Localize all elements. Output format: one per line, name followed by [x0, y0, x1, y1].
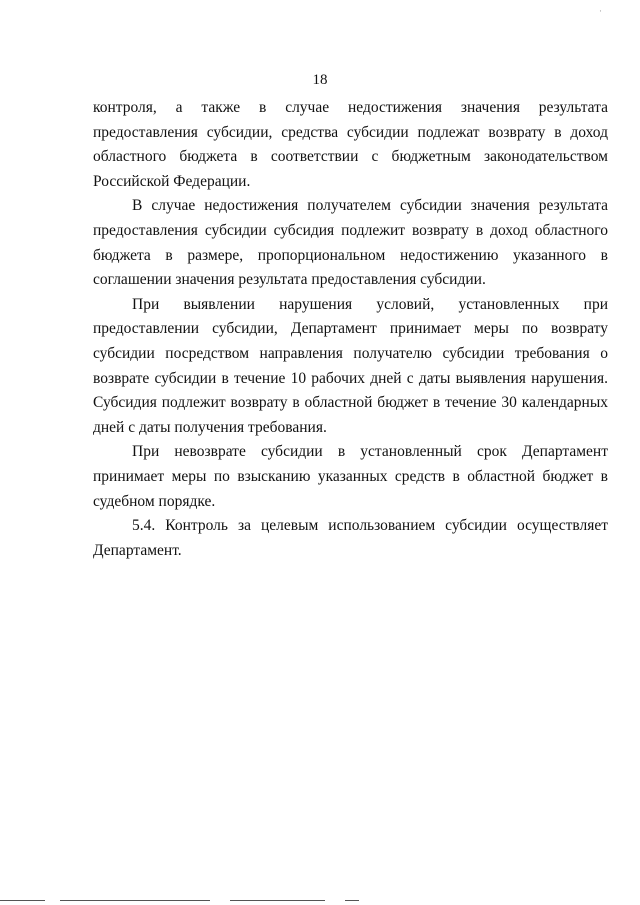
scan-bottom-edge	[0, 900, 640, 902]
scan-corner-mark: ·	[599, 6, 602, 16]
paragraph: В случае недостижения получателем субсидии значения результата предоставления субсидии субсидия подлежит возврату в доход областного бюджета в размере, пропорциональном недостижению указанного в соглашении значения результата предоставления субсидии.	[93, 197, 608, 289]
document-body	[93, 96, 608, 563]
paragraph: контроля, а также в случае недостижения значения результата предоставления субсидии, средства субсидии подлежат возврату в доход областного бюджета в соответствии с бюджетным законодательством Российской Федерации.	[93, 99, 608, 190]
paragraph: При выявлении нарушения условий, установленных при предоставлении субсидии, Департамент принимает меры по возврату субсидии посредством направления получателю субсидии требования о возврате субсидии в течение 10 рабочих дней с даты выявления нарушения. Субсидия подлежит возврату в областной бюджет в течение 30 календарных дней с даты получения требования.	[93, 295, 608, 436]
page-number: 18	[312, 72, 328, 88]
paragraph: При невозврате субсидии в установленный срок Департамент принимает меры по взысканию указанных средств в областной бюджет в судебном порядке.	[93, 443, 608, 510]
paragraph: 5.4. Контроль за целевым использованием субсидии осуществляет Департамент.	[93, 517, 608, 559]
